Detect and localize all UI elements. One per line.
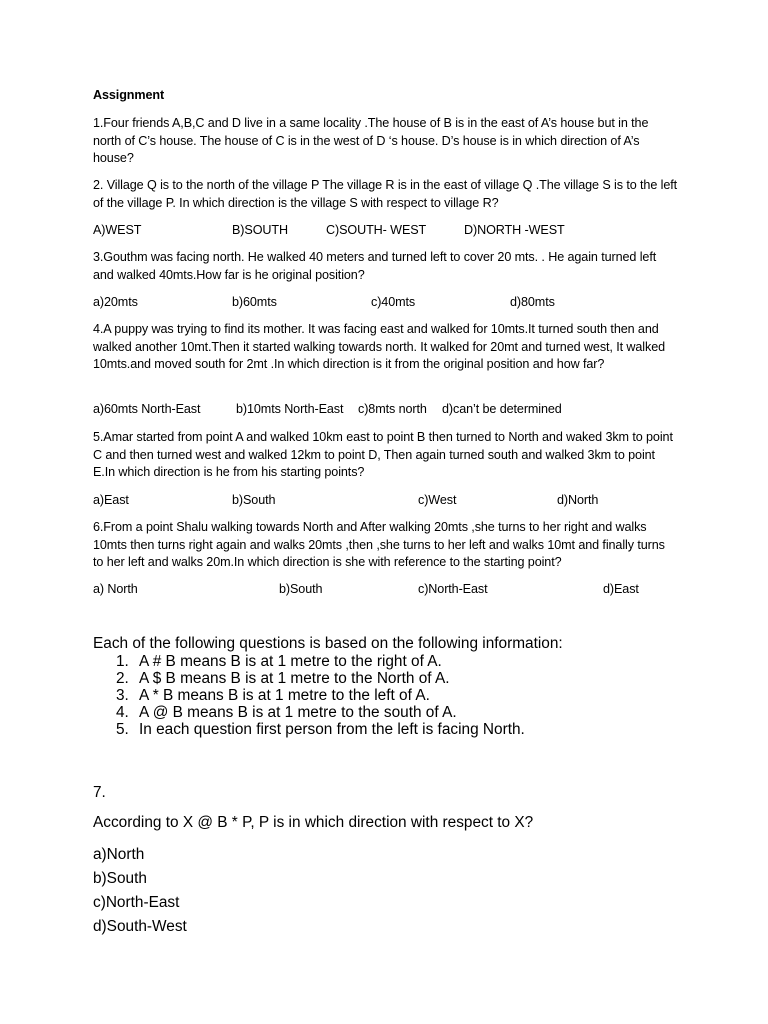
- list-item: [116, 670, 525, 687]
- option-b: b)South: [93, 870, 147, 887]
- option-c: c)West: [418, 493, 457, 507]
- option-a: a)20mts: [93, 295, 138, 309]
- option-d: D)NORTH -WEST: [464, 223, 565, 237]
- option-d: d)South-West: [93, 918, 187, 935]
- item-number: 3.: [116, 687, 129, 704]
- question-1: 1.Four friends A,B,C and D live in a same locality .The house of B is in the east of A’s house but in the north of C’s house. The house of C is in the west of D ‘s house. D’s house is in which direction of A’s house?: [93, 116, 649, 166]
- question-5-options: [0, 492, 768, 510]
- option-c: c)North-East: [93, 894, 180, 911]
- option-b: b)South: [232, 493, 276, 507]
- item-text: In each question first person from the left is facing North.: [139, 721, 525, 738]
- item-text: A # B means B is at 1 metre to the right of A.: [139, 653, 442, 670]
- option-d: d)can’t be determined: [442, 402, 562, 416]
- option-b: b)10mts North-East: [236, 402, 344, 416]
- question-2-options: [0, 222, 768, 240]
- option-a: a)North: [93, 846, 145, 863]
- item-number: 5.: [116, 721, 129, 738]
- question-4-options: [0, 401, 768, 419]
- option-d: d)East: [603, 582, 639, 596]
- option-a: a)60mts North-East: [93, 402, 201, 416]
- question-7-number: 7.: [93, 784, 106, 801]
- list-item: [116, 653, 525, 670]
- option-a: A)WEST: [93, 223, 142, 237]
- question-7: According to X @ B * P, P is in which direction with respect to X?: [93, 814, 534, 831]
- item-number: 1.: [116, 653, 129, 670]
- page-title: Assignment: [93, 88, 165, 102]
- option-d: d)North: [557, 493, 599, 507]
- question-4: 4.A puppy was trying to find its mother. It was facing east and walked for 10mts.It turned south then and walked another 10mt.Then it started walking towards north. It walked for 20mt and turned west, It walked 10mts.and moved south for 2mt .In which direction is it from the original position and how far?: [93, 322, 666, 372]
- info-list: [116, 653, 525, 738]
- option-b: b)South: [279, 582, 323, 596]
- item-number: 2.: [116, 670, 129, 687]
- option-c: C)SOUTH- WEST: [326, 223, 427, 237]
- question-2: 2. Village Q is to the north of the village P The village R is in the east of village Q .The village S is to the left of the village P. In which direction is the village S with respect to village R?: [93, 178, 678, 210]
- item-text: A $ B means B is at 1 metre to the North of A.: [139, 670, 450, 687]
- question-6: 6.From a point Shalu walking towards North and After walking 20mts ,she turns to her right and walks 10mts then turns right again and walks 20mts ,then ,she turns to her left and walks 10mt and finally turns to her left and walks 20m.In which direction is she with reference to the starting point?: [93, 520, 665, 570]
- list-item: [116, 721, 525, 738]
- list-item: [116, 687, 525, 704]
- question-3: 3.Gouthm was facing north. He walked 40 meters and turned left to cover 20 mts. . He again turned left and walked 40mts.How far is he original position?: [93, 250, 657, 282]
- option-c: c)8mts north: [358, 402, 427, 416]
- option-a: a)East: [93, 493, 129, 507]
- option-c: c)North-East: [418, 582, 488, 596]
- option-d: d)80mts: [510, 295, 555, 309]
- option-a: a) North: [93, 582, 138, 596]
- option-c: c)40mts: [371, 295, 416, 309]
- option-b: B)SOUTH: [232, 223, 288, 237]
- list-item: [116, 704, 525, 721]
- item-number: 4.: [116, 704, 129, 721]
- item-text: A * B means B is at 1 metre to the left of A.: [139, 687, 430, 704]
- question-6-options: [0, 581, 768, 599]
- option-b: b)60mts: [232, 295, 277, 309]
- question-3-options: [0, 294, 768, 312]
- info-heading: Each of the following questions is based on the following information:: [93, 635, 563, 652]
- question-5: 5.Amar started from point A and walked 10km east to point B then turned to North and waked 3km to point C and then turned west and walked 12km to point D, Then again turned south and walked 3km to point E.In which direction is he from his starting points?: [93, 430, 673, 480]
- item-text: A @ B means B is at 1 metre to the south of A.: [139, 704, 457, 721]
